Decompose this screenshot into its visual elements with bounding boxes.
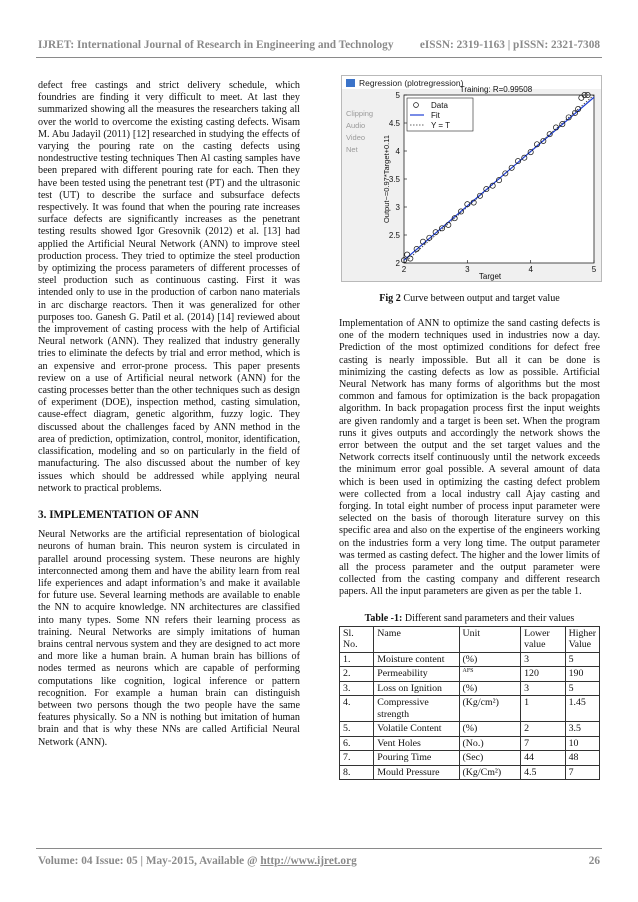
table-cell: 1. (340, 652, 374, 667)
table-cell: Moisture content (374, 652, 459, 667)
journal-title: IJRET: International Journal of Research in Engineering and Technology (38, 39, 394, 51)
table-header-cell: Higher Value (565, 626, 599, 652)
table-cell: 2. (340, 667, 374, 682)
table-cell: 3 (521, 652, 566, 667)
table-cell: 7 (565, 765, 599, 780)
legend-fit-label: Fit (431, 111, 440, 120)
table-cell: Pouring Time (374, 751, 459, 766)
table-row (340, 765, 600, 780)
body-paragraph: Neural Networks are the artificial representation of biological neurons of human brain. This neuron system is circulated in parallel around processing system. These neurons are highly interconnected among them and have the ability learn from real life experiences and adapt information’s and make it available for future use. Several learning methods are available to enable the NN to acquire knowledge. NN architectures are classified into many types. Some NN refers their learning process as training. Neural Networks are simply imitations of human brains central nervous system and they are designed to act more and more like a human brain. A human brain has billions of nodes termed as neurons which are capable of performing computations like cognition, logical inference or pattern recognition. For example a human brain can distinguish between two persons though the two people have the same features physically. So a NN is nothing but imitation of human brain and that is why these NNs are called Artificial Neural Network (ANN). (38, 529, 300, 748)
y-tick-label: 3.5 (388, 175, 400, 184)
menu-item: Clipping (346, 109, 374, 118)
table-row (340, 722, 600, 737)
table-cell: (Sec) (459, 751, 521, 766)
legend-data-label: Data (431, 101, 448, 110)
table-cell: (%) (459, 652, 521, 667)
table-caption-label: Table -1: (364, 612, 403, 624)
table-cell: Compressive strength (374, 696, 459, 722)
y-axis-label: Output~=0.97*Target+0.11 (382, 134, 391, 224)
table-header-cell: Sl. No. (340, 626, 374, 652)
table-cell: 8. (340, 765, 374, 780)
table-cell: AFS (459, 665, 521, 680)
table-cell: 2 (521, 722, 566, 737)
table-cell: (%) (459, 722, 521, 737)
x-tick-label: 2 (401, 265, 407, 274)
table-cell: 10 (565, 736, 599, 751)
menu-list (346, 109, 373, 154)
table-cell: 120 (521, 667, 566, 682)
regression-chart (342, 76, 601, 281)
x-tick-label: 5 (591, 265, 597, 274)
regression-figure (341, 75, 602, 282)
table-cell: 6. (340, 736, 374, 751)
table-cell: Mould Pressure (374, 765, 459, 780)
y-tick-label: 4 (395, 147, 400, 156)
body-paragraph: Implementation of ANN to optimize the sand casting defects is one of the modern techniques used in industries now a day. Prediction of the most optimized conditions for defect free casting is nearly impossible. But all it can be done is minimizing the casting defects as low as possible. Artificial Neural Network has many forms of algorithms but the most common and famous for optimization is the back propagation algorithm. In back propagation process first the input weights are given randomly and a target is been set. When the program runs it gives outputs and accordingly the network shows the error between the output and the set target values and the Network corrects itself continuously until the network exceeds the minimum error goal possible. A several amount of data which is been used in optimizing the casting defect problem were collected from a local industry call Ajay casting and forging. In total eight number of process input parameter were selected on the basis of thorough literature survey on this specific area and also on the expertise of the engineers working on the industries form a very long time. The output parameter was termed as casting defect. The higher and the lower limits of all the process parameter and the output parameter were collected from the casting company and different research papers. All the input parameters are given as per the table 1. (339, 318, 600, 598)
body-paragraph: defect free castings and strict delivery schedule, which foundries are finding it very difficult to meet. At last they summarized showing all the measures the researchers taking all over the world to overcome the existing casting defects. Wisam M. Abu Jadayil (2011) [12] researched in studying the effects of varying the pouring rate on the casting defects using nondestructive testing techniques Then Al casting samples have been prepared with different pouring rate for each. Then they have been tested using the penetrant test (PT) and the ultrasonic test (UT) to describe the surface and subsurface defects respectively. It was found that when the pouring rate increases surface defects are significantly increases as the penetrant testing results showed Igor Gresovnik (2012) et al. [13] had applied the Artificial Neural Network (ANN) to improve steel production process. They tried to optimize the steel production by optimizing the process parameters of different processes of steel production such as continuous casting. First it was intended only to use in the production of carbon nano materials in arc discharge reactors. Then it was generalized for other purposes too. Ganesh G. Patil et al. (2014) [14] reviewed about the improvement of casting process with the help of Artificial Neural network (ANN). They realized that industry generally tries to eliminate the defects by trial and error method, which is an expensive and error-prone process. This paper presents review on a use of Artificial neural network (ANN) for the casting processes better than the other techniques such as design of experiment (DOE), inspection method, casting simulation, cause-effect diagram, genetic algorithm, fuzzy logic. They discussed about the challenges faced by ANN method in the area of prediction, optimization, control, monitor, identification, classification, modeling and so on particularly in the field of manufacturing. The also discussed about the number of key issues which should be addressed while applying neural network to practical problems. (38, 80, 300, 494)
page-header (38, 39, 600, 53)
table-cell: 4. (340, 696, 374, 722)
table-header-cell: Name (374, 626, 459, 652)
journal-link[interactable]: http://www.ijret.org (260, 855, 357, 867)
table-cell: (Kg/Cm²) (459, 765, 521, 780)
menu-item: Net (346, 145, 358, 154)
table-cell: 4.5 (521, 765, 566, 780)
table-cell: 7. (340, 751, 374, 766)
page-footer (38, 855, 600, 867)
issn: eISSN: 2319-1163 | pISSN: 2321-7308 (419, 39, 600, 51)
y-tick-label: 2 (395, 259, 400, 268)
page-number: 26 (588, 855, 600, 867)
table-row (340, 736, 600, 751)
right-column (339, 318, 600, 780)
left-column (38, 80, 300, 749)
table-cell: (No.) (459, 736, 521, 751)
header-divider (36, 57, 602, 58)
legend-identity-label: Y = T (431, 121, 451, 130)
footer-info (38, 855, 357, 867)
table-cell: 1 (521, 696, 566, 722)
table-header-cell: Unit (459, 626, 521, 652)
figure-caption-text: Curve between output and target value (403, 293, 560, 304)
table-cell: 1.45 (565, 696, 599, 722)
table-row (340, 751, 600, 766)
table-row (340, 667, 600, 682)
table-cell: 5. (340, 722, 374, 737)
table-cell: 3. (340, 681, 374, 696)
table-cell: 48 (565, 751, 599, 766)
menu-item: Video (346, 133, 366, 142)
chart-title: Training: R=0.99508 (459, 85, 533, 94)
table-cell: 5 (565, 652, 599, 667)
table-cell: 44 (521, 751, 566, 766)
volume-issue: Volume: 04 Issue: 05 | May-2015, Available @ (38, 855, 261, 867)
y-tick-label: 5 (395, 91, 400, 100)
table-header-cell: Lower value (521, 626, 566, 652)
x-axis-label: Target (478, 272, 502, 281)
table-cell: (Kg/cm²) (459, 696, 521, 722)
table-cell: 3.5 (565, 722, 599, 737)
table-row (340, 681, 600, 696)
table-cell: 7 (521, 736, 566, 751)
table-caption (339, 613, 600, 625)
table-cell: 5 (565, 681, 599, 696)
table-row (340, 696, 600, 722)
table-cell: Volatile Content (374, 722, 459, 737)
figure-caption (339, 293, 600, 304)
y-tick-label: 2.5 (388, 231, 400, 240)
table-caption-text: Different sand parameters and their values (404, 612, 575, 624)
table-cell: (%) (459, 681, 521, 696)
x-tick-label: 4 (528, 265, 533, 274)
table-cell: Permeability (374, 667, 459, 682)
footer-divider (36, 848, 602, 849)
menu-item: Audio (346, 121, 366, 130)
section-heading: 3. IMPLEMENTATION OF ANN (38, 508, 199, 521)
table-cell: Vent Holes (374, 736, 459, 751)
window-title: Regression (plotregression) (359, 78, 464, 88)
figure-caption-label: Fig 2 (379, 293, 401, 304)
y-tick-label: 3 (395, 203, 400, 212)
y-tick-label: 4.5 (388, 119, 400, 128)
matlab-icon (346, 79, 355, 87)
x-tick-label: 3 (465, 265, 470, 274)
table-cell: Loss on Ignition (374, 681, 459, 696)
table-cell: 3 (521, 681, 566, 696)
table-header-row (340, 626, 600, 652)
table-cell: 190 (565, 667, 599, 682)
sand-parameters-table (339, 626, 600, 781)
